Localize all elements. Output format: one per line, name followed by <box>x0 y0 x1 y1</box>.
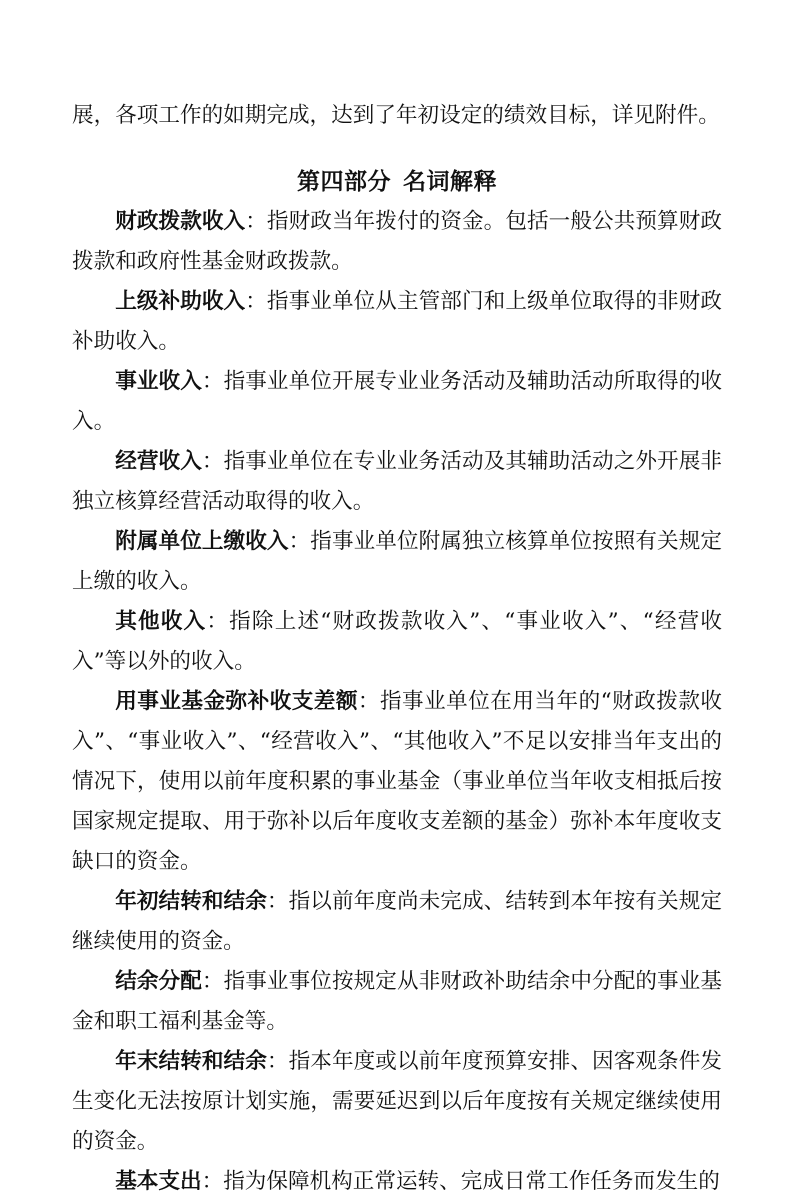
term-definition: 指事业单位开展专业业务活动及辅助活动所取得的收入。 <box>72 369 722 434</box>
term-paragraph <box>72 682 722 882</box>
continuation-paragraph: 展，各项工作的如期完成，达到了年初设定的绩效目标，详见附件。 <box>72 103 720 128</box>
term-name: 财政拨款收入 <box>115 209 246 234</box>
term-separator: ： <box>201 449 224 474</box>
term-paragraph <box>72 882 722 962</box>
term-paragraph <box>72 282 722 362</box>
section-heading <box>72 162 722 202</box>
term-separator: ： <box>266 889 289 914</box>
term-name: 附属单位上缴收入 <box>115 529 289 554</box>
term-separator: ： <box>201 969 224 994</box>
term-name: 其他收入 <box>115 609 207 634</box>
term-name: 结余分配 <box>115 969 202 994</box>
term-paragraph <box>72 202 722 282</box>
term-paragraph <box>72 1042 722 1162</box>
section-part-label: 第四部分 <box>297 169 391 195</box>
term-definition: 指本年度或以前年度预算安排、因客观条件发生变化无法按原计划实施，需要延迟到以后年度按有关规定继续使用的资金。 <box>72 1049 722 1154</box>
term-paragraph <box>72 522 722 602</box>
term-name: 经营收入 <box>115 449 202 474</box>
term-name: 用事业基金弥补收支差额 <box>115 689 358 714</box>
term-name: 基本支出 <box>115 1169 202 1194</box>
term-definition: 指事业单位附属独立核算单位按照有关规定上缴的收入。 <box>72 529 722 594</box>
term-definition: 指财政当年拨付的资金。包括一般公共预算财政拨款和政府性基金财政拨款。 <box>72 209 722 274</box>
term-definition: 指事业单位在用当年的“财政拨款收入”、“事业收入”、“经营收入”、“其他收入”不足以安排当年支出的情况下，使用以前年度积累的事业基金（事业单位当年收支相抵后按国家规定提取、用于弥补以后年度收支差额的基金）弥补本年度收支缺口的资金。 <box>72 689 722 874</box>
term-separator: ： <box>357 689 380 714</box>
term-definition: 指为保障机构正常运转、完成日常工作任务而发生的 <box>223 1169 720 1194</box>
term-paragraph <box>72 962 722 1042</box>
document-page <box>72 96 722 1202</box>
term-paragraph <box>72 442 722 522</box>
term-definition: 指事业单位从主管部门和上级单位取得的非财政补助收入。 <box>72 289 722 354</box>
term-definition: 指事业单位在专业业务活动及其辅助活动之外开展非独立核算经营活动取得的收入。 <box>72 449 722 514</box>
term-paragraph <box>72 602 722 682</box>
section-title: 名词解释 <box>403 169 497 195</box>
term-separator: ： <box>245 289 267 314</box>
term-paragraph <box>72 362 722 442</box>
term-name: 年末结转和结余 <box>115 1049 267 1074</box>
term-name: 年初结转和结余 <box>115 889 267 914</box>
term-separator: ： <box>206 609 230 634</box>
term-name: 事业收入 <box>115 369 202 394</box>
term-paragraph <box>72 1162 722 1202</box>
term-definition: 指以前年度尚未完成、结转到本年按有关规定继续使用的资金。 <box>72 889 722 954</box>
term-definition: 指除上述“财政拨款收入”、“事业收入”、“经营收入”等以外的收入。 <box>72 609 722 674</box>
term-name: 上级补助收入 <box>115 289 246 314</box>
term-separator: ： <box>288 529 311 554</box>
term-separator: ： <box>201 1169 224 1194</box>
term-separator: ： <box>266 1049 289 1074</box>
term-definition: 指事业事位按规定从非财政补助结余中分配的事业基金和职工福利基金等。 <box>72 969 722 1034</box>
term-separator: ： <box>245 209 267 234</box>
term-separator: ： <box>201 369 224 394</box>
